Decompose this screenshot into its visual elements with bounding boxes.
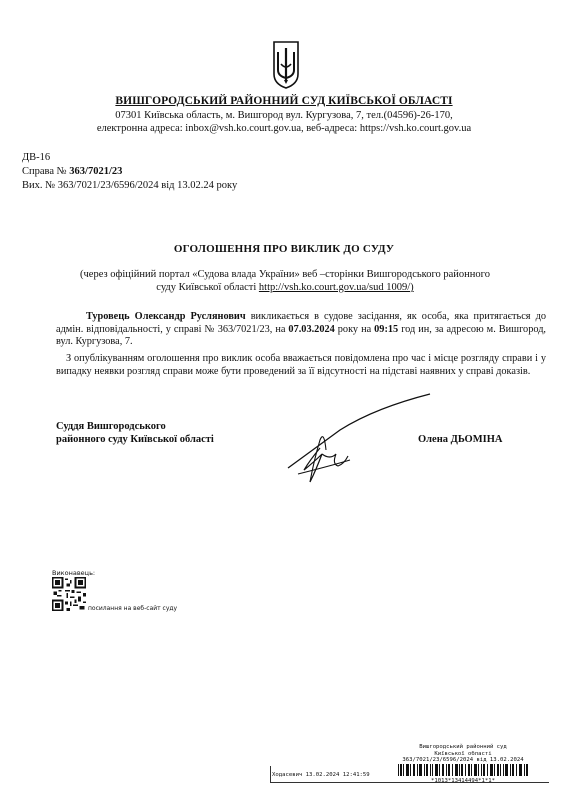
- court-contacts: електронна адреса: inbox@vsh.ko.court.gov.ua, веб-адреса: https://vsh.ko.court.gov.ua: [96, 123, 472, 134]
- judge-title: [56, 420, 214, 446]
- barcode-text: *1013*13414494*1*1*: [431, 778, 495, 784]
- summons-text-c: год ин, за адресою м. Вишгород, вул. Кургузова, 7.: [56, 323, 547, 348]
- notice-title: ОГОЛОШЕННЯ ПРО ВИКЛИК ДО СУДУ: [173, 243, 395, 255]
- court-name: ВИШГОРОДСЬКИЙ РАЙОННИЙ СУД КИЇВСЬКОЇ ОБЛАСТІ: [115, 95, 453, 107]
- barcode-icon: [398, 764, 528, 776]
- portal-text: (через офіційний портал «Судова влада України» веб –сторінки Вишгородського районного суду Київської області: [80, 269, 490, 293]
- case-label: Справа №: [22, 166, 67, 177]
- case-line: [22, 165, 122, 179]
- qr-note: посилання на веб-сайт суду: [88, 605, 178, 612]
- summoned-person: Туровець Олександр Руслянович: [86, 311, 246, 322]
- case-number: 363/7021/23: [69, 166, 123, 177]
- judge-title-line1: Суддя Вишгородського: [56, 421, 166, 432]
- court-address: 07301 Київська область, м. Вишгород вул. Кургузова, 7, тел.(04596)-26-170,: [115, 110, 453, 121]
- registration-stamp: [398, 744, 528, 764]
- judge-title-line2: районного суду Київської області: [56, 434, 214, 445]
- consequence-paragraph: З опублікуванням оголошення про виклик особа вважається повідомлена про час і місце розгляду справи і у випадку неявки розгляд справи може бути проведений за її відсутності на підставі наявних у справі доказів.: [56, 353, 546, 377]
- summons-paragraph: [56, 311, 546, 349]
- executor-label: Виконавець:: [52, 569, 96, 577]
- outgoing-number: Вих. № 363/7021/23/6596/2024 від 13.02.24 року: [22, 180, 238, 191]
- stamp-line-1: Вишгородський районний суд: [419, 744, 507, 750]
- summons-text-a: викликається в судове засідання, як особа, яка притягається до адмін. відповідальності, у справі № 363/7021/23, на: [56, 311, 546, 335]
- stamp-line-3: 363/7021/23/6596/2024 від 13.02.2024: [402, 757, 524, 764]
- portal-note: [80, 268, 490, 294]
- qr-code-icon[interactable]: [52, 577, 86, 611]
- hearing-date: 07.03.2024: [288, 323, 335, 335]
- summons-text-b: року на: [334, 323, 375, 335]
- handwritten-signature: [280, 390, 440, 490]
- stamp-line-2: Київської області: [434, 750, 492, 757]
- signer-info: Ходасевич 13.02.2024 12:41:59: [272, 772, 370, 778]
- document-code: ДВ-16: [22, 152, 51, 163]
- hearing-time: 09:15: [374, 323, 399, 335]
- judge-name: Олена ДЬОМІНА: [418, 434, 503, 445]
- coat-of-arms-icon: [271, 40, 301, 90]
- portal-link[interactable]: http://vsh.ko.court.gov.ua/sud 1009/): [258, 282, 414, 293]
